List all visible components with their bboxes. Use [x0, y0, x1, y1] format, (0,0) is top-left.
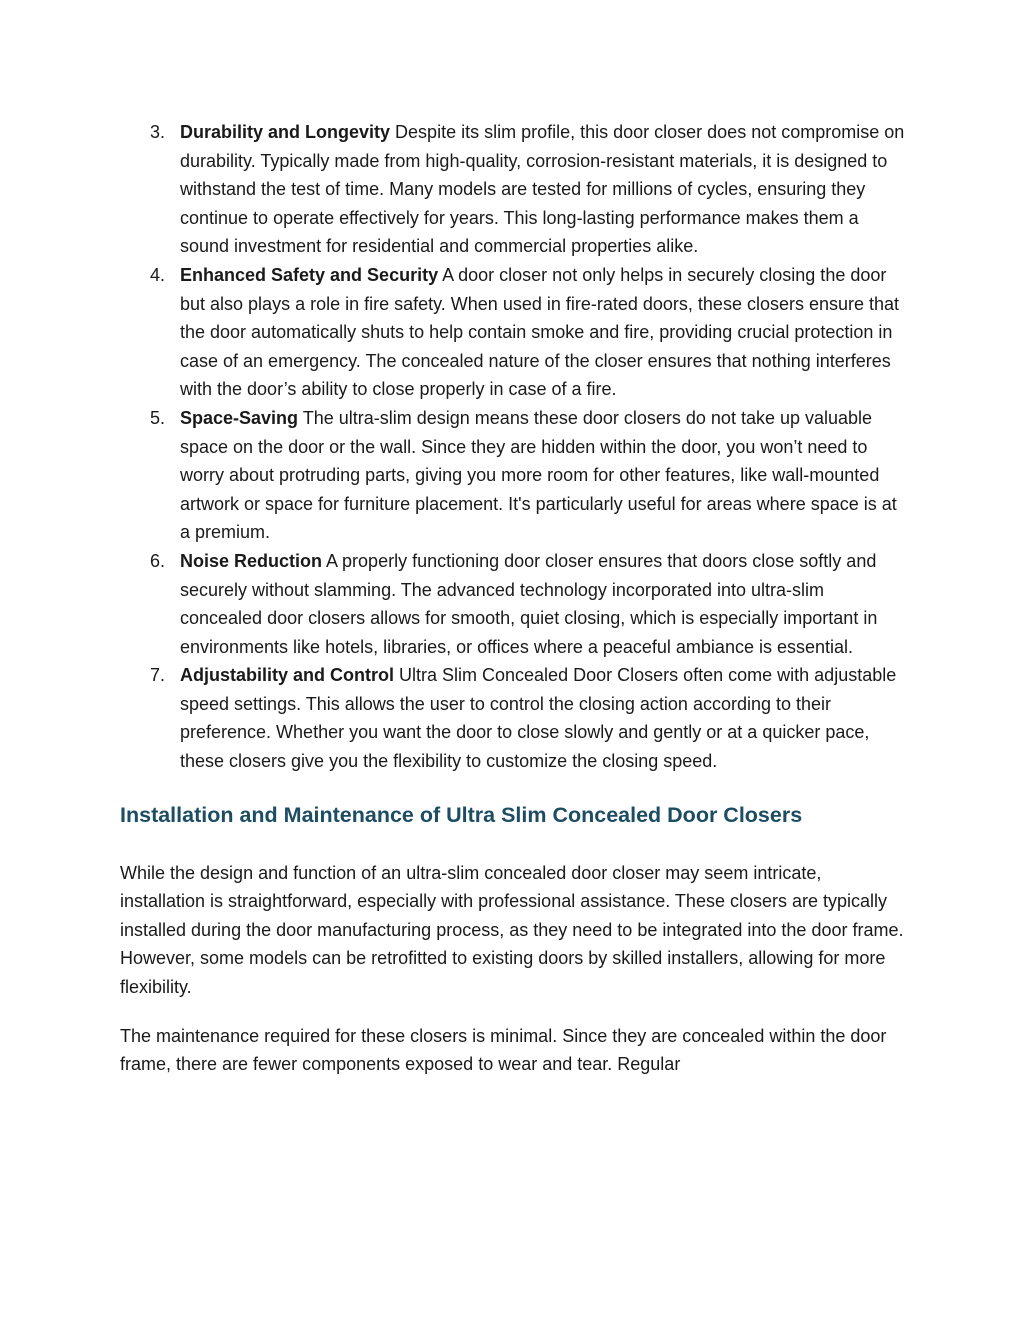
list-item-number: 4. — [150, 264, 166, 285]
list-item-text: A properly functioning door closer ensures that doors close softly and securely without slamming. The advanced technology incorporated into ultra-slim concealed door closers allows for smooth, quiet closing, which is especially important in environments like hotels, libraries, or offices where a peaceful ambiance is essential. — [180, 550, 878, 657]
list-item — [120, 118, 906, 261]
list-item-number: 6. — [150, 550, 166, 571]
list-item-title: Enhanced Safety and Security — [180, 264, 439, 285]
list-item-number: 5. — [150, 407, 166, 428]
list-item — [120, 661, 906, 775]
list-item — [120, 404, 906, 547]
feature-list — [120, 118, 906, 776]
section-heading: Installation and Maintenance of Ultra Slim Concealed Door Closers — [120, 802, 803, 827]
list-item-title: Noise Reduction — [180, 550, 323, 571]
body-paragraph: While the design and function of an ultra-slim concealed door closer may seem intricate, installation is straightforward, especially with professional assistance. These closers are typically installed during the door manufacturing process, as they need to be integrated into the door frame. However, some models can be retrofitted to existing doors by skilled installers, allowing for more flexibility. — [120, 862, 904, 998]
list-item-text: Ultra Slim Concealed Door Closers often come with adjustable speed settings. This allows the user to control the closing action according to their preference. Whether you want the door to close slowly and gently or at a quicker pace, these closers give you the flexibility to customize the closing speed. — [180, 665, 897, 772]
page-content — [120, 118, 906, 1079]
list-item-number: 7. — [150, 665, 166, 686]
body-paragraph: The maintenance required for these closers is minimal. Since they are concealed within the door frame, there are fewer components exposed to wear and tear. Regular — [120, 1025, 887, 1075]
list-item-title: Durability and Longevity — [180, 122, 391, 142]
list-item-title: Adjustability and Control — [180, 665, 394, 686]
list-item — [120, 261, 906, 404]
list-item-text: Despite its slim profile, this door closer does not compromise on durability. Typically made from high-quality, corrosion-resistant materials, it is designed to withstand the test of time. Many models are tested for millions of cycles, ensuring they continue to operate effectively for years. This long-lasting performance makes them a sound investment for residential and commercial properties alike. — [180, 122, 905, 257]
list-item-text: A door closer not only helps in securely closing the door but also plays a role in fire safety. When used in fire-rated doors, these closers ensure that the door automatically shuts to help contain smoke and fire, providing crucial protection in case of an emergency. The concealed nature of the closer ensures that nothing interferes with the door’s ability to close properly in case of a fire. — [180, 264, 900, 400]
list-item-title: Space-Saving — [180, 407, 299, 428]
list-item — [120, 547, 906, 661]
list-item-text: The ultra-slim design means these door closers do not take up valuable space on the door or the wall. Since they are hidden within the door, you won’t need to worry about protruding parts, giving you more room for other features, like wall-mounted artwork or space for furniture placement. It's particularly useful for areas where space is at a premium. — [180, 407, 897, 543]
list-item-number: 3. — [150, 122, 166, 142]
